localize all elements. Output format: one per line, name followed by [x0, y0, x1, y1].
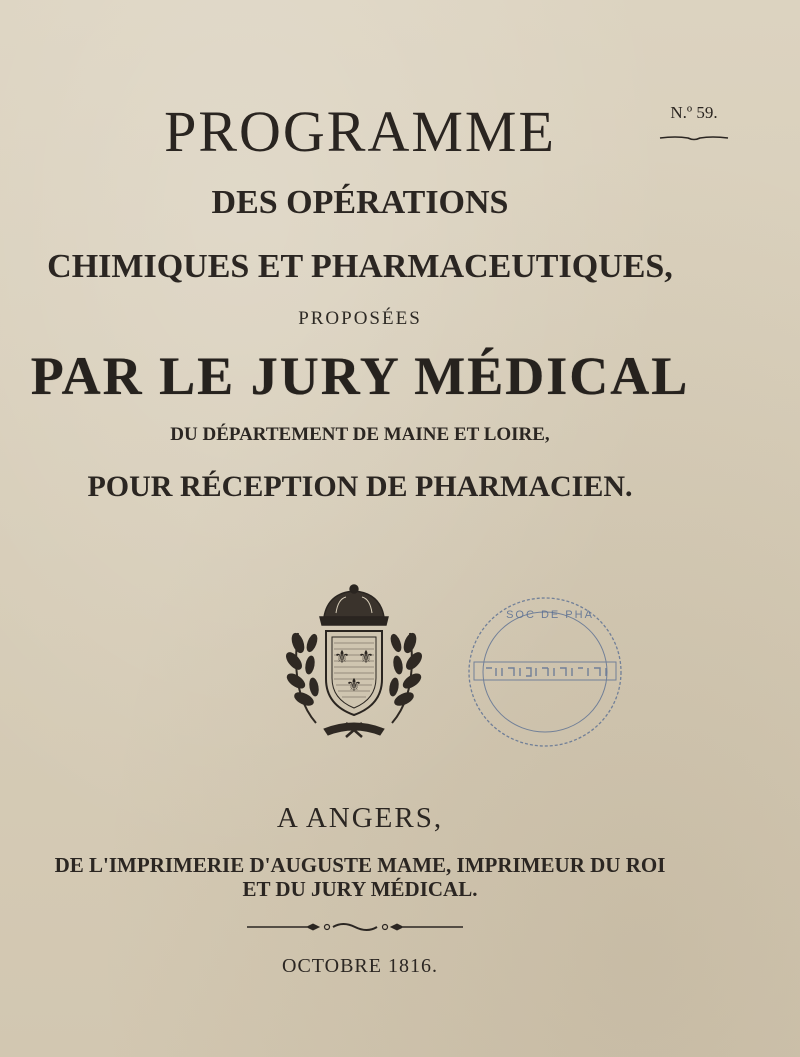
library-stamp-icon	[462, 592, 628, 752]
printer-line-2: ET DU JURY MÉDICAL.	[242, 877, 478, 901]
royal-arms-icon	[276, 583, 432, 743]
document-number: N.º 59.	[670, 103, 718, 122]
subtitle-line-2: CHIMIQUES ET PHARMACEUTIQUES,	[47, 248, 673, 285]
svg-text:⚜: ⚜	[357, 647, 375, 668]
ornament-rule	[245, 920, 465, 934]
svg-text:⚜: ⚜	[333, 647, 351, 668]
subtitle-line-1: DES OPÉRATIONS	[211, 184, 509, 221]
jury-heading: PAR LE JURY MÉDICAL	[30, 346, 690, 406]
svg-text:⚜: ⚜	[345, 675, 363, 696]
department-line: DU DÉPARTEMENT DE MAINE ET LOIRE,	[170, 424, 550, 445]
reception-line: POUR RÉCEPTION DE PHARMACIEN.	[87, 470, 633, 503]
proposed-line: PROPOSÉES	[298, 308, 422, 329]
printer-line-1: DE L'IMPRIMERIE D'AUGUSTE MAME, IMPRIMEUR DU ROI	[54, 853, 666, 877]
publication-city: A ANGERS,	[276, 802, 444, 834]
page-title: PROGRAMME	[164, 99, 556, 164]
stamp-text: SOC DE PHA	[506, 609, 594, 621]
publication-date: OCTOBRE 1816.	[282, 955, 438, 977]
